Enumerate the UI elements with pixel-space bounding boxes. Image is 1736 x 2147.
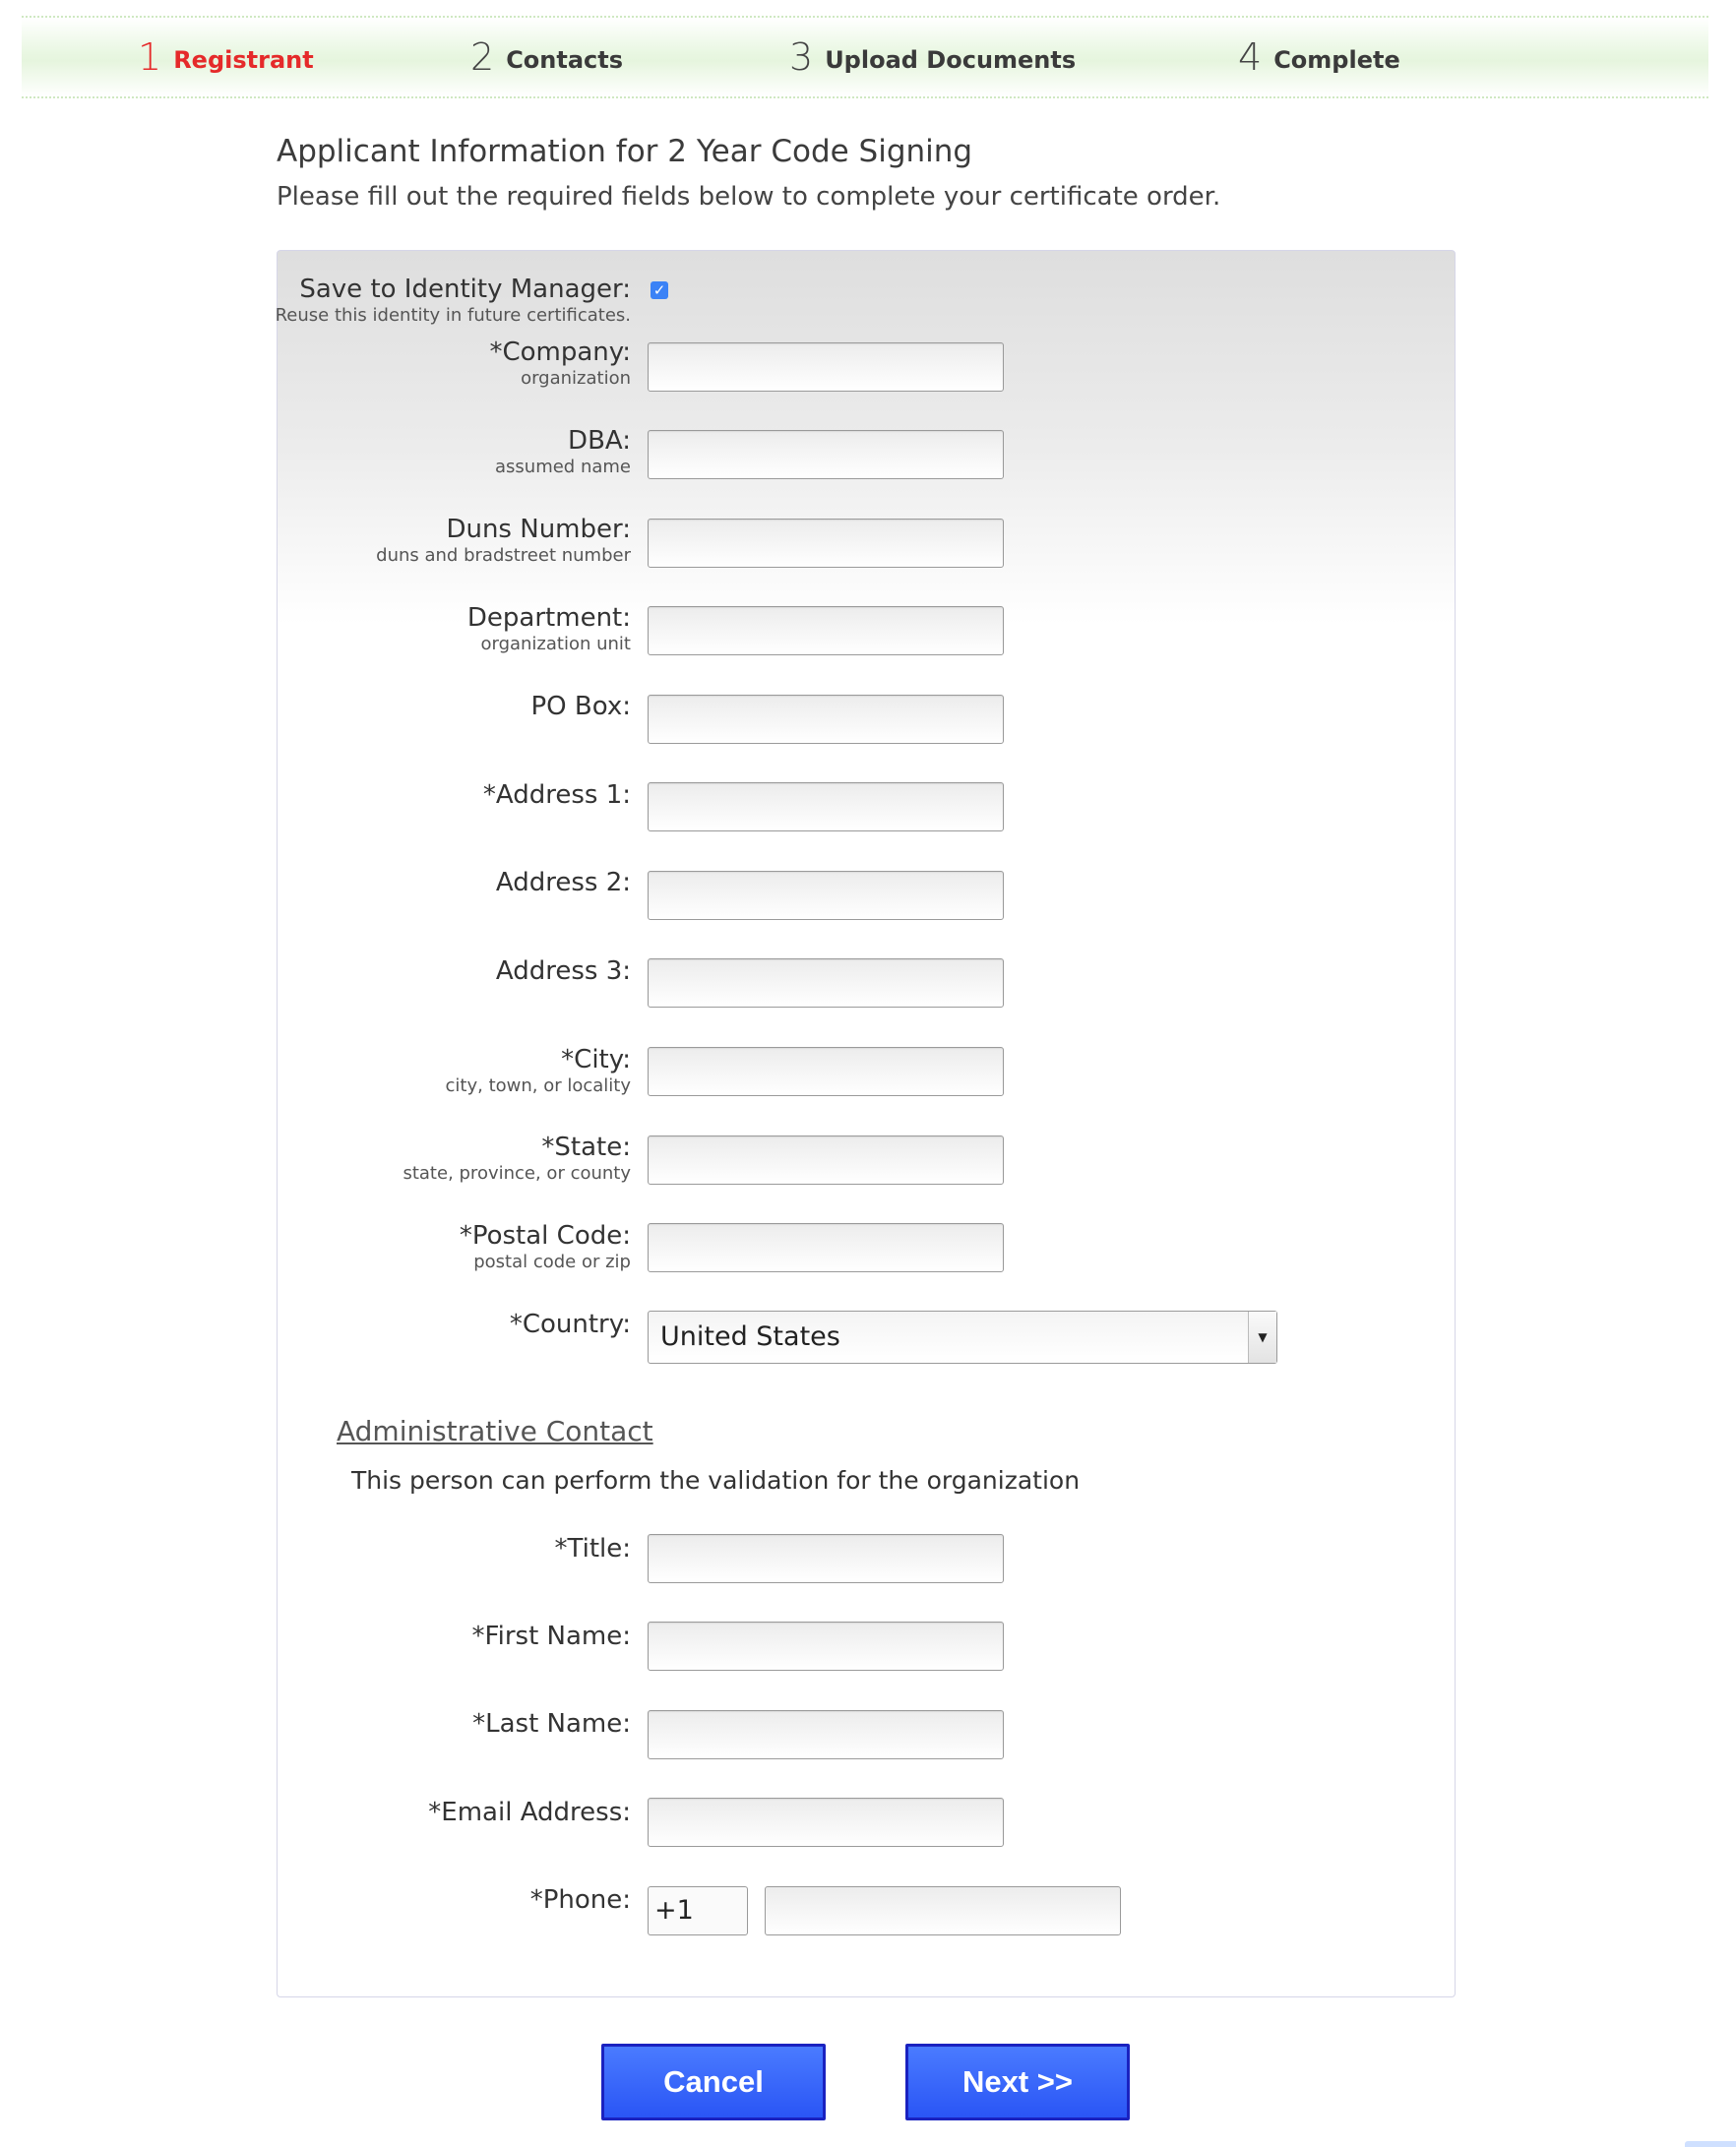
department-input[interactable] [648, 606, 1004, 655]
address1-label [483, 779, 631, 811]
department-hint: organization unit [480, 634, 631, 654]
department-label [467, 602, 631, 655]
cancel-button[interactable]: Cancel [601, 2044, 826, 2120]
title-label-text: *Title: [554, 1534, 631, 1564]
step-label: Registrant [173, 46, 314, 74]
postal-code-label [460, 1220, 631, 1273]
country-label-text: *Country: [509, 1310, 631, 1339]
phone-country-code-input[interactable]: +1 [648, 1886, 748, 1935]
postal-code-label-text: *Postal Code: [459, 1221, 631, 1251]
step-number: 3 [789, 35, 814, 79]
duns-number-input[interactable] [648, 519, 1004, 568]
title-input[interactable] [648, 1534, 1004, 1583]
dba-label-text: DBA: [568, 426, 631, 456]
address1-input[interactable] [648, 782, 1004, 831]
email-label-text: *Email Address: [428, 1798, 631, 1827]
step-label: Contacts [506, 46, 624, 74]
scroll-corner [1685, 2141, 1736, 2147]
address1-label-text: *Address 1: [482, 780, 631, 810]
page-title: Applicant Information for 2 Year Code Signing [277, 134, 973, 169]
city-label [446, 1044, 631, 1097]
email-label [428, 1797, 631, 1828]
step-number: 4 [1238, 35, 1263, 79]
check-icon: ✓ [652, 281, 666, 299]
po-box-input[interactable] [648, 695, 1004, 744]
address3-label [496, 955, 631, 987]
state-label [403, 1132, 631, 1185]
address2-label-text: Address 2: [495, 868, 631, 897]
dropdown-arrow-icon[interactable]: ▼ [1248, 1312, 1276, 1363]
step-label: Upload Documents [825, 46, 1077, 74]
dba-label [495, 425, 631, 478]
address3-label-text: Address 3: [495, 956, 631, 986]
save-identity-label-text: Save to Identity Manager: [299, 275, 631, 304]
company-hint: organization [521, 368, 631, 389]
last-name-label-text: *Last Name: [472, 1709, 631, 1739]
email-input[interactable] [648, 1798, 1004, 1847]
dba-input[interactable] [648, 430, 1004, 479]
address2-label [496, 867, 631, 898]
country-select[interactable] [648, 1311, 1277, 1364]
po-box-label-text: PO Box: [530, 692, 631, 721]
company-input[interactable] [648, 342, 1004, 392]
city-hint: city, town, or locality [445, 1075, 631, 1096]
duns-label [376, 514, 631, 567]
title-label [555, 1533, 631, 1564]
city-input[interactable] [648, 1047, 1004, 1096]
step-registrant [138, 35, 314, 79]
save-identity-hint: Reuse this identity in future certificates. [275, 305, 631, 326]
first-name-label [472, 1621, 631, 1652]
duns-label-text: Duns Number: [446, 515, 631, 544]
address3-input[interactable] [648, 958, 1004, 1008]
last-name-input[interactable] [648, 1710, 1004, 1759]
department-label-text: Department: [466, 603, 631, 633]
step-contacts [470, 35, 623, 79]
page-subtitle: Please fill out the required fields below to complete your certificate order. [277, 182, 1221, 212]
phone-label-text: *Phone: [529, 1885, 631, 1915]
state-label-text: *State: [541, 1133, 631, 1162]
company-label-text: *Company: [489, 337, 631, 367]
address2-input[interactable] [648, 871, 1004, 920]
phone-label [530, 1884, 631, 1916]
duns-hint: duns and bradstreet number [376, 545, 631, 566]
administrative-contact-heading[interactable]: Administrative Contact [337, 1415, 653, 1447]
step-upload-documents [789, 35, 1076, 79]
step-label: Complete [1273, 46, 1400, 74]
last-name-label [472, 1708, 631, 1740]
next-button[interactable]: Next >> [905, 2044, 1130, 2120]
save-identity-checkbox[interactable] [651, 281, 668, 299]
save-identity-label [276, 274, 631, 327]
state-input[interactable] [648, 1135, 1004, 1185]
country-label [510, 1309, 631, 1340]
dba-hint: assumed name [495, 457, 631, 477]
first-name-label-text: *First Name: [471, 1622, 631, 1651]
po-box-label [531, 691, 632, 722]
step-progress-bar [22, 16, 1708, 98]
step-number: 1 [138, 35, 162, 79]
first-name-input[interactable] [648, 1622, 1004, 1671]
step-complete [1238, 35, 1400, 79]
phone-number-input[interactable] [765, 1886, 1121, 1935]
administrative-contact-description: This person can perform the validation for the organization [351, 1466, 1081, 1495]
postal-code-hint: postal code or zip [473, 1252, 631, 1272]
country-selected-value: United States [660, 1321, 840, 1352]
postal-code-input[interactable] [648, 1223, 1004, 1272]
state-hint: state, province, or county [403, 1163, 631, 1184]
company-label [489, 337, 631, 390]
step-number: 2 [470, 35, 495, 79]
city-label-text: *City: [561, 1045, 631, 1074]
